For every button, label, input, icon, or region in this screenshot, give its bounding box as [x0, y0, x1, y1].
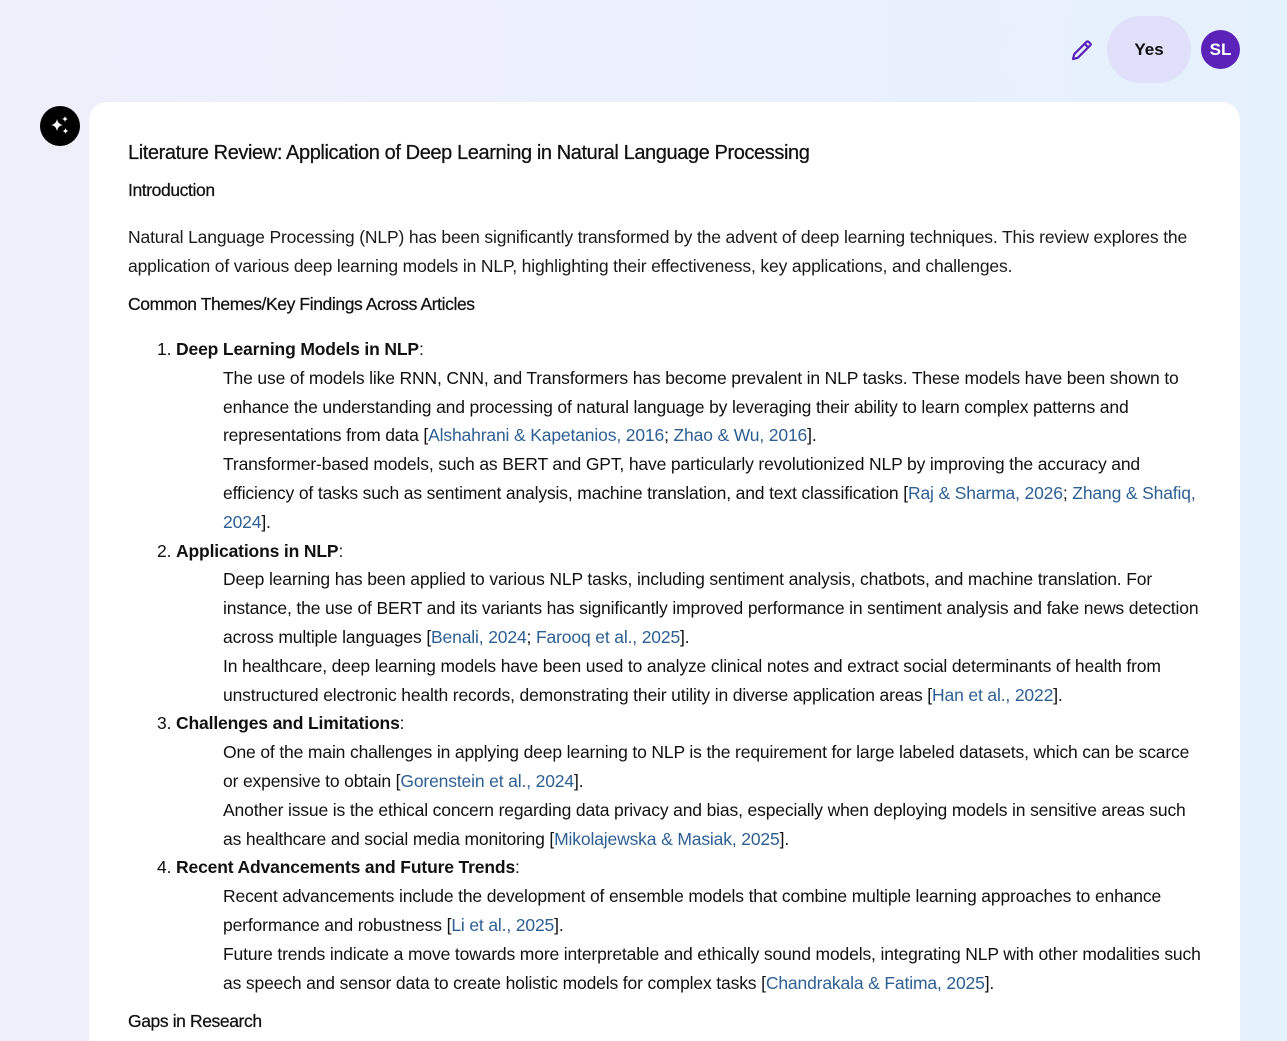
edit-message-button[interactable]	[1069, 37, 1095, 63]
pencil-icon	[1070, 38, 1094, 62]
citation-link[interactable]: Alshahrani & Kapetanios, 2016	[428, 425, 665, 446]
theme-point: In healthcare, deep learning models have been used to analyze clinical notes and extract social determinants of health from unstructured electronic health records, demonstrating their utility in diverse application areas [Han et al., 2022].	[223, 655, 1161, 705]
theme-title: Challenges and Limitations	[176, 713, 400, 734]
theme-number: 3.	[157, 713, 172, 734]
user-message-text: Yes	[1134, 39, 1164, 59]
theme-point: Recent advancements include the development of ensemble models that combine multiple learning approaches to enhance performance and robustness [Li et al., 2025].	[223, 886, 1162, 935]
theme-point: Another issue is the ethical concern regarding data privacy and bias, especially when deploying models in sensitive areas such as healthcare and social media monitoring [Mikolajewska & Masiak, 2025].	[223, 799, 1186, 849]
theme-number: 1.	[157, 339, 172, 359]
themes-list	[128, 335, 1201, 997]
theme-point: Transformer-based models, such as BERT and GPT, have particularly revolutionized NLP by improving the accuracy and efficiency of tasks such as sentiment analysis, machine translation, and text classification [Raj & Sharma, 2026; Zhang & Shafiq, 2024].	[223, 454, 1196, 532]
conversation-header	[1069, 16, 1240, 83]
user-avatar[interactable]	[1201, 30, 1240, 69]
citation-link[interactable]: Zhao & Wu, 2016	[673, 425, 808, 446]
citation-link[interactable]: Han et al., 2022	[932, 684, 1054, 705]
theme-number: 4.	[157, 857, 172, 878]
theme-item: 2. Applications in NLP: Deep learning has been applied to various NLP tasks, including sentiment analysis, chatbots, and machine translation. For instance, the use of BERT and its variants has significantly improved performance in sentiment analysis and fake news detection across multiple languages [Benali, 2024; Farooq et al., 2025]. In healthcare, deep learning models have been used to analyze clinical notes and extract social determinants of health from unstructured electronic health records, demonstrating their utility in diverse application areas [Han et al., 2022].	[157, 537, 1201, 710]
response-title: Literature Review: Application of Deep Learning in Natural Language Processing	[128, 142, 810, 164]
theme-point: One of the main challenges in applying deep learning to NLP is the requirement for large labeled datasets, which can be scarce or expensive to obtain [Gorenstein et al., 2024].	[223, 742, 1190, 791]
theme-point: Future trends indicate a move towards more interpretable and ethically sound models, integrating NLP with other modalities such as speech and sensor data to create holistic models for complex tasks [Chandrakala & Fatima, 2025].	[223, 943, 1201, 993]
citation-link[interactable]: Farooq et al., 2025	[535, 626, 681, 647]
citation-link[interactable]: Chandrakala & Fatima, 2025	[765, 972, 985, 993]
assistant-avatar	[40, 106, 80, 146]
citation-link[interactable]: Benali, 2024	[431, 626, 527, 647]
user-message-bubble	[1107, 16, 1191, 83]
introduction-paragraph: Natural Language Processing (NLP) has been significantly transformed by the advent of deep learning techniques. This review explores the application of various deep learning models in NLP, highlighting their effectiveness, key applications, and challenges.	[128, 227, 1188, 276]
citation-link[interactable]: Mikolajewska & Masiak, 2025	[554, 828, 780, 849]
theme-point: The use of models like RNN, CNN, and Transformers has become prevalent in NLP tasks. These models have been shown to enhance the understanding and processing of natural language by leveraging their ability to learn complex patterns and representations from data [Alshahrani & Kapetanios, 2016; Zhao & Wu, 2016].	[223, 367, 1179, 446]
sparkles-icon	[47, 113, 73, 139]
introduction-heading: Introduction	[128, 180, 215, 200]
theme-item: 4. Recent Advancements and Future Trends: Recent advancements include the development of ensemble models that combine multiple learning approaches to enhance performance and robustness [Li et al., 2025]. Future trends indicate a move towards more interpretable and ethically sound models, integrating NLP with other modalities such as speech and sensor data to create holistic models for complex tasks [Chandrakala & Fatima, 2025].	[157, 853, 1201, 997]
citation-link[interactable]: Gorenstein et al., 2024	[400, 770, 574, 791]
theme-item: 3. Challenges and Limitations: One of the main challenges in applying deep learning to NLP is the requirement for large labeled datasets, which can be scarce or expensive to obtain [Gorenstein et al., 2024]. Another issue is the ethical concern regarding data privacy and bias, especially when deploying models in sensitive areas such as healthcare and social media monitoring [Mikolajewska & Masiak, 2025].	[157, 709, 1201, 853]
theme-title: Applications in NLP	[176, 540, 339, 561]
themes-heading: Common Themes/Key Findings Across Articles	[128, 294, 475, 314]
gaps-heading: Gaps in Research	[128, 1011, 262, 1032]
theme-number: 2.	[157, 540, 172, 561]
citation-link[interactable]: Zhang & Shafiq, 2024	[223, 482, 1196, 532]
avatar-initials: SL	[1209, 39, 1232, 59]
theme-title: Deep Learning Models in NLP	[176, 339, 419, 359]
assistant-response-card	[89, 102, 1240, 1041]
theme-point: Deep learning has been applied to various NLP tasks, including sentiment analysis, chatbots, and machine translation. For instance, the use of BERT and its variants has significantly improved performance in sentiment analysis and fake news detection across multiple languages [Benali, 2024; Farooq et al., 2025].	[223, 569, 1199, 647]
theme-title: Recent Advancements and Future Trends	[176, 857, 516, 878]
citation-link[interactable]: Li et al., 2025	[451, 914, 555, 935]
citation-link[interactable]: Raj & Sharma, 2026	[907, 482, 1063, 503]
theme-item: 1. Deep Learning Models in NLP: The use of models like RNN, CNN, and Transformers has become prevalent in NLP tasks. These models have been shown to enhance the understanding and processing of natural language by leveraging their ability to learn complex patterns and representations from data [Alshahrani & Kapetanios, 2016; Zhao & Wu, 2016]. Transformer-based models, such as BERT and GPT, have particularly revolutionized NLP by improving the accuracy and efficiency of tasks such as sentiment analysis, machine translation, and text classification [Raj & Sharma, 2026; Zhang & Shafiq, 2024].	[157, 335, 1201, 537]
